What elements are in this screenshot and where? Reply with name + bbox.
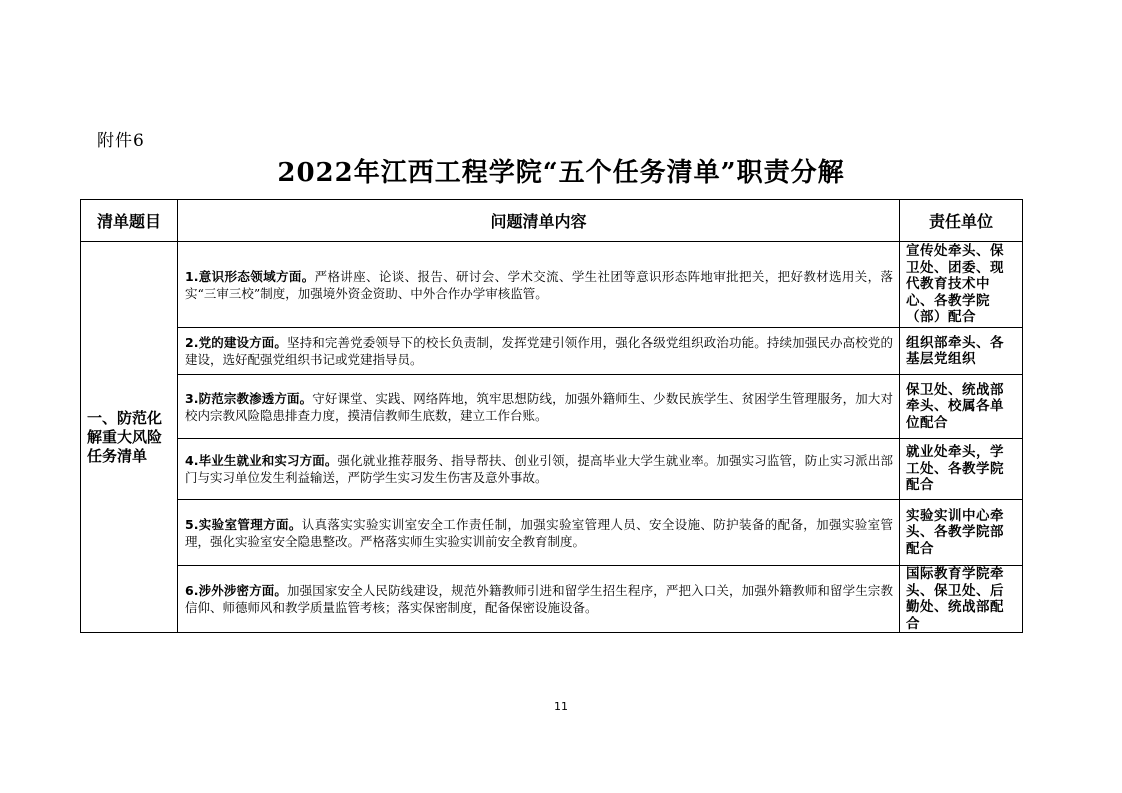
item-text: 严格讲座、论谈、报告、研讨会、学术交流、学生社团等意识形态阵地审批把关，把好教材选用关，落实“三审三校”制度，加强境外资金资助、中外合作办学审核监管。 [185,268,893,301]
header-content: 问题清单内容 [178,200,900,242]
item-text: 坚持和完善党委领导下的校长负责制，发挥党建引领作用，强化各级党组织政治功能。持续加强民办高校党的建设，选好配强党组织书记或党建指导员。 [185,335,893,367]
item-text: 守好课堂、实践、网络阵地，筑牢思想防线，加强外籍师生、少数民族学生、贫困学生管理服务，加大对校内宗教风险隐患排查力度，摸清信教师生底数，建立工作台账。 [185,390,893,423]
unit-cell: 国际教育学院牵头、保卫处、后勤处、统战部配合 [900,566,1023,633]
table-row [81,566,1023,633]
page-number: 11 [554,700,568,713]
item-heading: 5.实验室管理方面。 [185,516,302,532]
table-row [81,242,1023,328]
content-cell [178,328,900,375]
item-text: 强化就业推荐服务、指导帮扶、创业引领，提高毕业大学生就业率。加强实习监管，防止实习派出部门与实习单位发生利益输送，严防学生实习发生伤害及意外事故。 [185,453,893,485]
category-cell: 一、防范化解重大风险任务清单 [81,242,178,633]
task-table [80,199,1023,633]
item-text: 认真落实实验实训室安全工作责任制，加强实验室管理人员、安全设施、防护装备的配备，加强实验室管理，强化实验室安全隐患整改。严格落实师生实验实训前安全教育制度。 [185,516,893,549]
content-cell [178,439,900,500]
header-category: 清单题目 [81,200,178,242]
header-unit: 责任单位 [900,200,1023,242]
item-heading: 4.毕业生就业和实习方面。 [185,453,338,468]
content-cell [178,375,900,439]
attachment-label: 附件6 [97,131,145,151]
item-heading: 1.意识形态领域方面。 [185,268,315,284]
table-row [81,439,1023,500]
item-heading: 3.防范宗教渗透方面。 [185,390,313,406]
table-row [81,328,1023,375]
table-row [81,375,1023,439]
unit-cell: 保卫处、统战部牵头、校属各单位配合 [900,375,1023,439]
table-header-row [81,200,1023,242]
item-heading: 2.党的建设方面。 [185,335,287,350]
table-row [81,500,1023,566]
content-cell [178,500,900,566]
item-heading: 6.涉外涉密方面。 [185,583,287,598]
document-title: 2022年江西工程学院“五个任务清单”职责分解 [277,158,845,188]
unit-cell: 实验实训中心牵头、各教学院部配合 [900,500,1023,566]
item-text: 加强国家安全人民防线建设，规范外籍教师引进和留学生招生程序，严把入口关，加强外籍教师和留学生宗教信仰、师德师风和教学质量监管考核；落实保密制度，配备保密设施设备。 [185,583,893,615]
content-cell [178,242,900,328]
unit-cell: 宣传处牵头、保卫处、团委、现代教育技术中心、各教学院（部）配合 [900,242,1023,328]
unit-cell: 就业处牵头，学工处、各教学院配合 [900,439,1023,500]
content-cell [178,566,900,633]
unit-cell: 组织部牵头、各基层党组织 [900,328,1023,375]
